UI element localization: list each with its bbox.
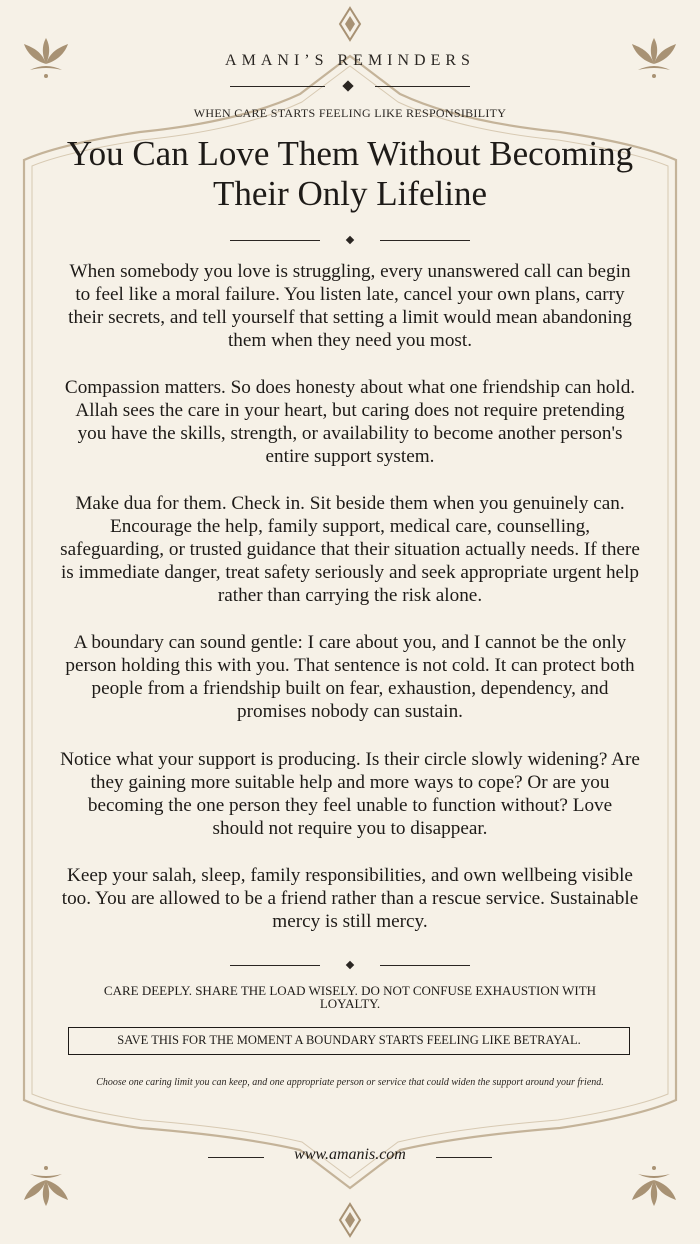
paragraph-5: Notice what your support is producing. Is their circle slowly widening? Are they gaining more suitable help and more ways to cope? Or are you becoming the one person they feel unable to function without? Love should not require you to disappear. bbox=[60, 749, 640, 839]
paragraph-2: Compassion matters. So does honesty about what one friendship can hold. Allah sees the care in your heart, but caring does not require pretending you have the skills, strength, or availability to become another person's entire support system. bbox=[64, 377, 636, 467]
closing-rule-left bbox=[230, 965, 320, 966]
brand-rule-right bbox=[375, 86, 470, 87]
website-rule-right bbox=[436, 1157, 492, 1158]
closing-rule-right bbox=[380, 965, 470, 966]
website-link[interactable]: www.amanis.com bbox=[294, 1146, 406, 1163]
top-diamond-ornament-icon bbox=[340, 8, 360, 40]
action-note: Choose one caring limit you can keep, and one appropriate person or service that could widen the support around your friend. bbox=[96, 1077, 604, 1088]
bottom-diamond-ornament-icon bbox=[340, 1204, 360, 1236]
paragraph-1: When somebody you love is struggling, every unanswered call can begin to feel like a moral failure. You listen late, cancel your own plans, carry their secrets, and tell yourself that setting a limit would mean abandoning them when they need you most. bbox=[68, 261, 632, 351]
headline-line-1: You Can Love Them Without Becoming bbox=[66, 134, 634, 173]
corner-fleuron-bottom-right-icon bbox=[632, 1166, 676, 1206]
brand-name: AMANI’S REMINDERS bbox=[225, 52, 475, 69]
divider-rule-right bbox=[380, 240, 470, 241]
corner-fleuron-bottom-left-icon bbox=[24, 1166, 68, 1206]
kicker-text: WHEN CARE STARTS FEELING LIKE RESPONSIBILITY bbox=[193, 106, 507, 120]
save-prompt-box: SAVE THIS FOR THE MOMENT A BOUNDARY STARTS FEELING LIKE BETRAYAL. bbox=[68, 1027, 630, 1055]
divider-rule-left bbox=[230, 240, 320, 241]
closing-statement: CARE DEEPLY. SHARE THE LOAD WISELY. DO NOT CONFUSE EXHAUSTION WITH LOYALTY. bbox=[103, 983, 597, 1011]
paragraph-4: A boundary can sound gentle: I care about you, and I cannot be the only person holding this with you. That sentence is not cold. It can protect both people from a friendship built on fear, exhaustion, dependency, and promises nobody can sustain. bbox=[65, 632, 635, 722]
brand-rule-left bbox=[230, 86, 325, 87]
paragraph-6: Keep your salah, sleep, family responsibilities, and own wellbeing visible too. You are allowed to be a friend rather than a rescue service. Sustainable mercy is still mercy. bbox=[61, 865, 639, 932]
headline-line-2: Their Only Lifeline bbox=[212, 174, 488, 213]
headline bbox=[60, 134, 640, 214]
paragraph-3: Make dua for them. Check in. Sit beside them when you genuinely can. Encourage the help, family support, medical care, counselling, safeguarding, or trusted guidance that their situation actually needs. If there is immediate danger, treat safety seriously and seek appropriate urgent help rather than carrying the risk alone. bbox=[60, 493, 640, 606]
